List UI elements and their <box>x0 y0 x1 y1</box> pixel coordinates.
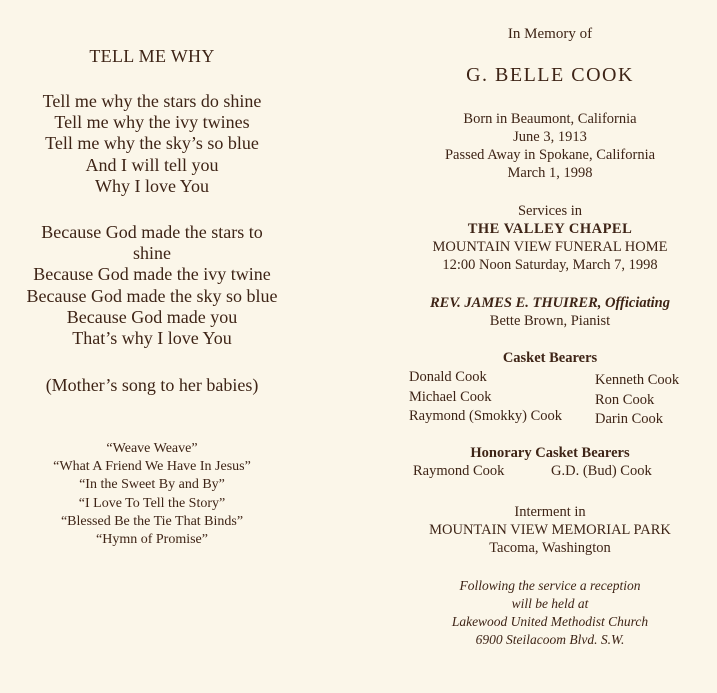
poem-title: TELL ME WHY <box>89 46 215 66</box>
service-info <box>395 202 705 274</box>
bearer-name: Darin Cook <box>595 411 664 427</box>
poem-line: shine <box>133 243 171 264</box>
hymn-item: “Blessed Be the Tie That Binds” <box>60 513 244 529</box>
poem-line: Tell me why the stars do shine <box>42 91 262 111</box>
death-place: Passed Away in Spokane, California <box>444 147 656 163</box>
hymn-list <box>0 440 304 549</box>
in-memory-heading: In Memory of <box>507 26 593 42</box>
honorary-bearer-name: G.D. (Bud) Cook <box>551 463 652 479</box>
honorary-bearers-heading: Honorary Casket Bearers <box>470 445 630 461</box>
bearer-name: Raymond (Smokky) Cook <box>409 408 563 424</box>
bearers-column-2 <box>595 371 679 430</box>
bearer-name: Michael Cook <box>409 388 492 405</box>
poem-line: Because God made you <box>66 306 238 327</box>
chapel-name: THE VALLEY CHAPEL <box>467 221 633 237</box>
birth-date: June 3, 1913 <box>513 129 587 145</box>
bearer-name: Donald Cook <box>409 369 487 385</box>
funeral-home: MOUNTAIN VIEW FUNERAL HOME <box>432 239 668 255</box>
reception-line: will be held at <box>511 596 589 611</box>
hymn-item: “I Love To Tell the Story” <box>78 495 226 511</box>
poem-line: Why I love You <box>94 175 209 196</box>
poem-line: Tell me why the ivy twines <box>54 112 250 133</box>
poem-line: Tell me why the sky’s so blue <box>45 133 259 154</box>
bearer-name: Ron Cook <box>595 391 655 408</box>
services-in-label: Services in <box>517 203 583 219</box>
hymn-item: “In the Sweet By and By” <box>79 477 225 493</box>
bearers-column-1 <box>409 368 562 427</box>
memorial-park: MOUNTAIN VIEW MEMORIAL PARK <box>429 522 671 538</box>
interment-label: Interment in <box>514 504 586 520</box>
poem-line: Because God made the sky so blue <box>26 285 278 306</box>
poem-line: That’s why I love You <box>72 328 232 349</box>
hymn-item: “What A Friend We Have In Jesus” <box>53 459 251 475</box>
hymn-item: “Weave Weave” <box>106 441 198 456</box>
interment-city: Tacoma, Washington <box>489 540 611 556</box>
reception-line: 6900 Steilacoom Blvd. S.W. <box>475 632 625 647</box>
casket-bearers-heading: Casket Bearers <box>502 350 598 366</box>
bearer-name: Kenneth Cook <box>595 372 680 388</box>
officiant: REV. JAMES E. THUIRER, Officiating <box>430 295 670 311</box>
poem-stanza-2 <box>0 222 304 349</box>
death-date: March 1, 1998 <box>507 165 593 181</box>
poem-stanza-1 <box>0 91 304 197</box>
interment-info <box>395 503 705 557</box>
poem-line: Because God made the ivy twine <box>33 264 271 285</box>
birth-death-info <box>395 110 705 182</box>
poem-line: And I will tell you <box>85 154 219 175</box>
officiant-info <box>395 294 705 330</box>
poem-line: Because God made the stars to <box>41 222 263 242</box>
pianist: Bette Brown, Pianist <box>489 313 611 329</box>
reception-line: Following the service a reception <box>459 578 641 593</box>
reception-info <box>395 577 705 649</box>
birth-place: Born in Beaumont, California <box>463 111 637 127</box>
honorary-bearer-name: Raymond Cook <box>413 463 505 479</box>
service-time: 12:00 Noon Saturday, March 7, 1998 <box>442 257 658 273</box>
poem-note: (Mother’s song to her babies) <box>45 375 259 395</box>
deceased-name: G. BELLE COOK <box>466 64 634 86</box>
reception-line: Lakewood United Methodist Church <box>451 614 649 629</box>
hymn-item: “Hymn of Promise” <box>96 532 208 548</box>
